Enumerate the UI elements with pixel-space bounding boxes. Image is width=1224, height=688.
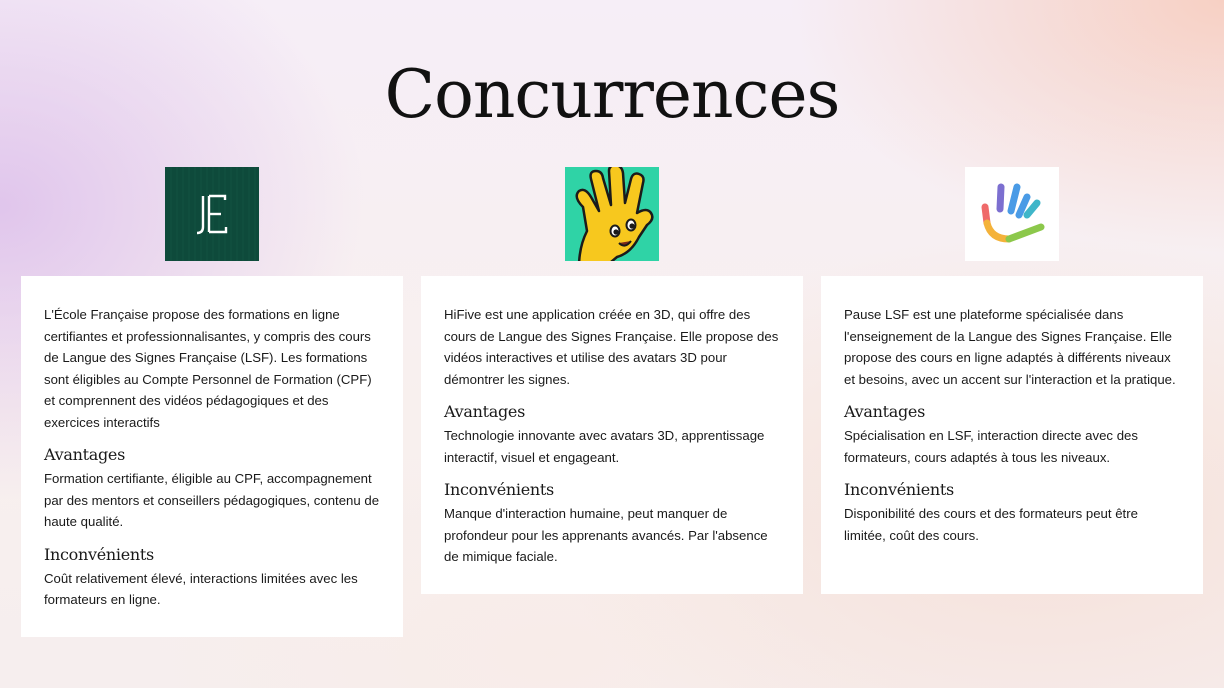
advantages-text: Spécialisation en LSF, interaction directe avec des formateurs, cours adaptés à tous les niveaux. [844,428,1138,465]
advantages-text: Technologie innovante avec avatars 3D, apprentissage interactif, visuel et engageant. [444,428,765,465]
competitor-card-pause-lsf [821,276,1203,594]
ecole-francaise-logo [165,167,259,261]
competitor-card-hifive [421,276,803,594]
hifive-hand-logo [565,167,659,261]
drawbacks-text: Manque d'interaction humaine, peut manquer de profondeur pour les apprenants avancés. Par l'absence de mimique faciale. [444,506,768,564]
drawbacks-heading: Inconvénients [444,480,554,499]
drawbacks-text: Coût relativement élevé, interactions limitées avec les formateurs en ligne. [44,570,358,607]
competitor-card-ecole-francaise [21,276,403,637]
competitor-description: HiFive est une application créée en 3D, qui offre des cours de Langue des Signes Française. Elle propose des vidéos interactives et utilise des avatars 3D pour démontrer les signes. [444,307,779,387]
advantages-heading: Avantages [844,402,925,421]
drawbacks-heading: Inconvénients [844,480,954,499]
advantages-heading: Avantages [44,445,125,464]
advantages-heading: Avantages [444,402,525,421]
competitor-description: L'École Française propose des formations en ligne certifiantes et professionnalisantes, y compris des cours de Langue des Signes Française (LSF). Les formations sont éligibles au Compte Personnel de Formation (CPF) et comprennent des vidéos pédagogiques et des exercices interactifs [44,307,372,430]
competitor-description: Pause LSF est une plateforme spécialisée dans l'enseignement de la Langue des Signes Française. Elle propose des cours en ligne adaptés à différents niveaux et besoins, avec un accent sur l'interaction et la pratique. [844,307,1176,387]
drawbacks-text: Disponibilité des cours et des formateurs peut être limitée, coût des cours. [844,506,1138,543]
page-title: Concurrences [384,56,840,133]
pause-lsf-hand-logo [965,167,1059,261]
drawbacks-heading: Inconvénients [44,544,154,564]
advantages-text: Formation certifiante, éligible au CPF, accompagnement par des mentors et conseillers pédagogiques, contenu de haute qualité. [44,471,380,529]
